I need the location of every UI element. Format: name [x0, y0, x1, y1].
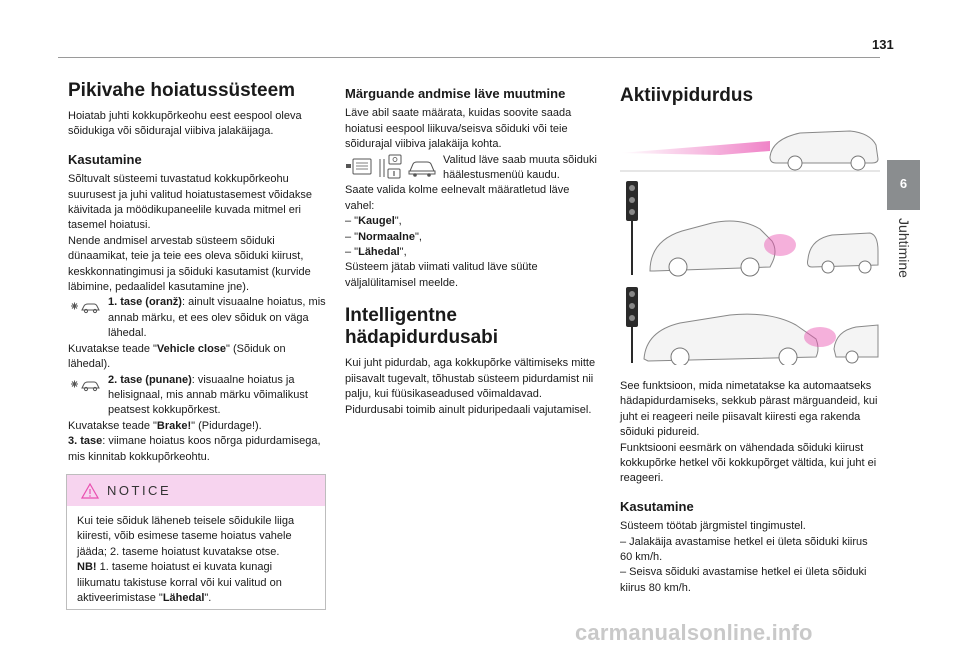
car-settings-icon: [407, 156, 437, 178]
level-2-row: [68, 373, 326, 419]
brake-assist-paragraph-1: Kui juht pidurdab, aga kokkupõrke vältimiseks mitte piisavalt tugevalt, tõhustab süsteem pidurdamist nii palju, kui füüsikaseadused võimaldavad.: [345, 357, 596, 401]
condition-pedestrian: – Jalakäija avastamise hetkel ei ületa sõiduki kiirus 60 km/h.: [620, 535, 868, 564]
option-far: – "Kaugel",: [345, 215, 402, 228]
illustration-traffic-light-car: [620, 179, 880, 277]
section-title-active-braking: Aktiivpidurdus: [620, 85, 754, 106]
section-title-emergency-brake-assist: Intelligentne hädapidurdusabi: [345, 305, 499, 349]
usage-heading: Kasutamine: [68, 151, 142, 167]
level-2-message: Kuvatakse teade "Brake!" (Pidurdage!).: [68, 419, 262, 432]
settings-row: [345, 153, 600, 184]
left-column: [68, 80, 326, 465]
intro-text: Hoiatab juhti kokkupõrkeohu eest eespool oleva sõidukiga või sõidurajal viibiva jalakäijaga.: [68, 110, 302, 138]
level-1-row: [68, 295, 326, 341]
notice-title: NOTICE: [107, 483, 172, 498]
section-title-distance-alert: Pikivahe hoiatussüsteem: [68, 80, 296, 101]
active-braking-conditions-intro: Süsteem töötab järgmistel tingimustel.: [620, 520, 806, 533]
threshold-settings-text: Valitud läve saab muuta sõiduki häälestusmenüü kaudu.: [443, 153, 597, 182]
threshold-paragraph-4: Süsteem jätab viimati valitud läve süüte väljalülitamisel meelde.: [345, 261, 538, 289]
brake-assist-paragraph-2: Pidurdusabi toimib ainult piduripedaali vajutamisel.: [345, 403, 592, 416]
notice-box: [66, 474, 326, 610]
active-braking-paragraph-1: See funktsioon, mida nimetatakse ka automaatseks hädapidurdamiseks, sekkub pärast märguandeid, kui juht ei reageeri neile piisavalt kiiresti ega rakenda sõiduki pidureid.: [620, 380, 878, 439]
distance-alert-level-2-icon: [68, 375, 102, 393]
illustration-car-braking: [620, 285, 880, 365]
option-close: – "Lähedal",: [345, 246, 407, 259]
distance-alert-level-1-icon: [68, 297, 102, 315]
illustration-car-approaching: [620, 117, 880, 173]
active-braking-paragraph-2: Funktsiooni eesmärk on vähendada sõiduki kiirust kokkupõrke hetkel või kokkupõrget vältida, kui juht ei reageeri.: [620, 441, 877, 485]
notice-body: [67, 506, 325, 606]
condition-stationary-vehicle: – Seisva sõiduki avastamise hetkel ei ületa sõiduki kiirus 80 km/h.: [620, 566, 867, 594]
chapter-label-text: Juhtimine: [896, 218, 912, 278]
watermark-logo: carmanualsonline.info: [575, 620, 813, 645]
notice-paragraph-2: NB! 1. taseme hoiatust ei kuvata kunagi liikumatu takistuse korral või kui valitud on aktiveerimistase "Lähedal".: [77, 561, 282, 605]
touchscreen-menu-icon: [345, 156, 373, 178]
section-title-threshold: Märguande andmise läve muutmine: [345, 86, 566, 101]
chapter-label: [889, 212, 919, 292]
option-normal: – "Normaalne",: [345, 230, 422, 243]
threshold-paragraph-1: Läve abil saate määrata, kuidas soovite saada hoiatusi eespool liikuva/seisva sõiduki või teie sõidurajal viibiva jalakäija kohta.: [345, 107, 572, 151]
middle-column: [345, 86, 600, 418]
notice-paragraph-1: Kui teie sõiduk läheneb teisele sõidukile liiga kiiresti, võib esimese taseme hoiatus vahele jääda; 2. taseme hoiatust kuvatakse otse.: [77, 515, 295, 558]
usage-paragraph-1: Sõltuvalt süsteemi tuvastatud kokkupõrkeohu suurusest ja juhi valitud hoiatustasemest võidakse käivitada ja möödikupaneelile kuvada mitmel eri tasemel hoiatusi.: [68, 173, 312, 232]
warning-triangle-icon: [81, 483, 99, 499]
page-number: 131: [872, 37, 894, 52]
level-3-text: 3. tase: viimane hoiatus koos nõrga pidurdamisega, mis kinnitab kokkupõrkeohtu.: [68, 435, 321, 463]
active-braking-usage-heading: Kasutamine: [620, 498, 694, 514]
level-2-text: 2. tase (punane): visuaalne hoiatus ja helisignaal, mis annab märku võimalikust peatsest kokkupõrkest.: [108, 373, 308, 417]
notice-header: [67, 475, 325, 506]
right-column: [620, 80, 880, 596]
usage-paragraph-2: Nende andmisel arvestab süsteem sõiduki dünaamikat, teie ja teie ees oleva sõiduki kiirust, keskkonnatingimusi ja sõiduki kasutamist (kurvide läbimine, pedaalidel kasutamine jne).: [68, 234, 311, 294]
vehicle-settings-icon: [377, 154, 403, 180]
level-1-message: Kuvatakse teade "Vehicle close" (Sõiduk on lähedal).: [68, 342, 286, 371]
threshold-paragraph-3: Saate valida kolme eelnevalt määratletud läve vahel:: [345, 184, 570, 212]
level-1-text: 1. tase (oranž): ainult visuaalne hoiatus, mis annab märku, et ees olev sõiduk on väga lähedal.: [108, 296, 326, 340]
top-divider: [58, 57, 880, 58]
chapter-tab[interactable]: 6: [887, 160, 920, 210]
settings-icons: [345, 154, 437, 180]
